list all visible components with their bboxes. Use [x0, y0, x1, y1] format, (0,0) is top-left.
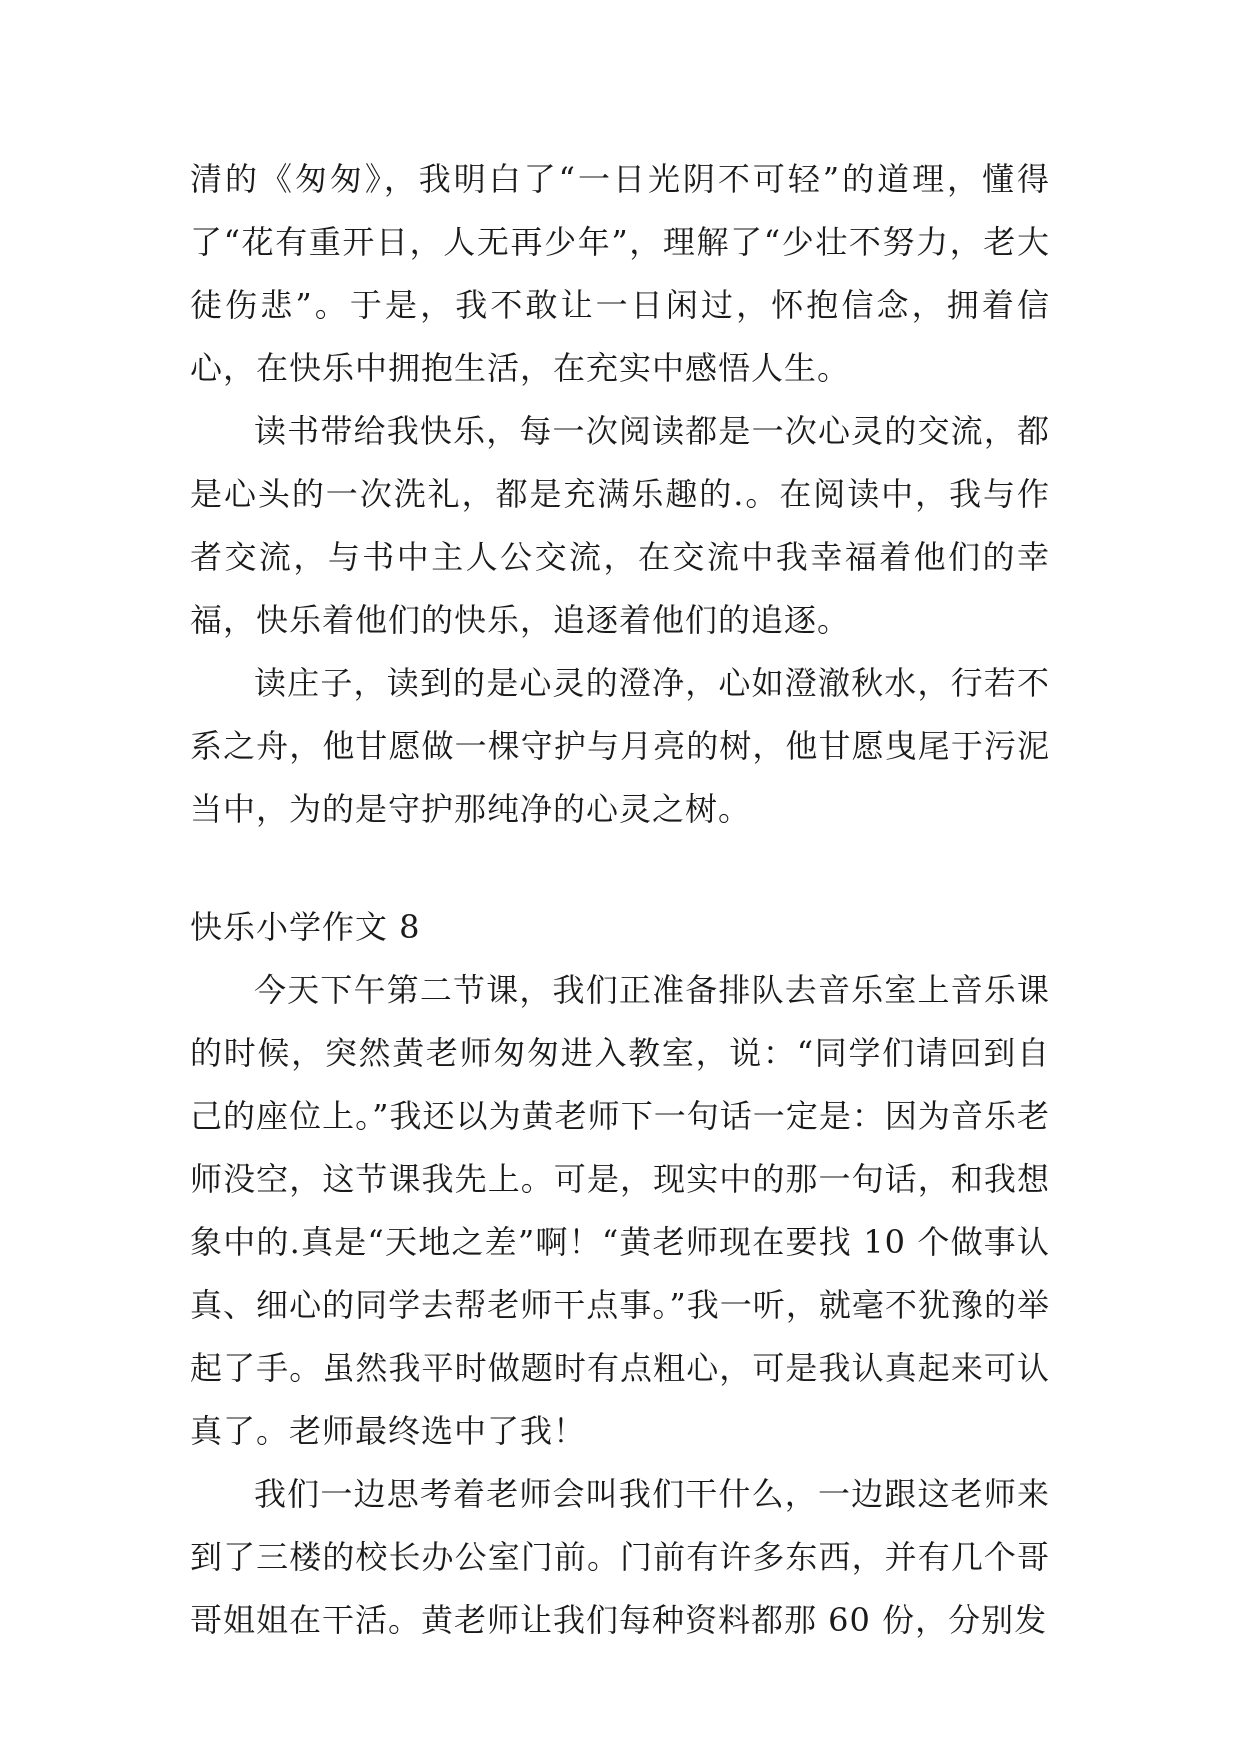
paragraph-4: 今天下午第二节课，我们正准备排队去音乐室上音乐课的时候，突然黄老师匆匆进入教室，说：“同学们请回到自己的座位上。”我还以为黄老师下一句话一定是：因为音乐老师没空，这节课我先上。可是，现实中的那一句话，和我想象中的.真是“天地之差”啊！“黄老师现在要找 10 个做事认真、细心的同学去帮老师干点事。”我一听，就毫不犹豫的举起了手。虽然我平时做题时有点粗心，可是我认真起来可认真了。老师最终选中了我！ [190, 971, 1050, 1450]
section-spacer [190, 841, 1050, 896]
document-body [190, 148, 1050, 1652]
paragraph-5: 我们一边思考着老师会叫我们干什么，一边跟这老师来到了三楼的校长办公室门前。门前有许多东西，并有几个哥哥姐姐在干活。黄老师让我们每种资料都那 60 份，分别发 [190, 1475, 1050, 1639]
section-heading: 快乐小学作文 8 [190, 908, 421, 946]
paragraph-1: 清的《匆匆》，我明白了“一日光阴不可轻”的道理，懂得了“花有重开日，人无再少年”，理解了“少壮不努力，老大徒伤悲”。于是，我不敢让一日闲过，怀抱信念，拥着信心，在快乐中拥抱生活，在充实中感悟人生。 [190, 160, 1050, 387]
paragraph-2: 读书带给我快乐，每一次阅读都是一次心灵的交流，都是心头的一次洗礼，都是充满乐趣的.。在阅读中，我与作者交流，与书中主人公交流，在交流中我幸福着他们的幸福，快乐着他们的快乐，追逐着他们的追逐。 [190, 412, 1050, 639]
paragraph-3: 读庄子，读到的是心灵的澄净，心如澄澈秋水，行若不系之舟，他甘愿做一棵守护与月亮的树，他甘愿曳尾于污泥当中，为的是守护那纯净的心灵之树。 [190, 664, 1050, 828]
